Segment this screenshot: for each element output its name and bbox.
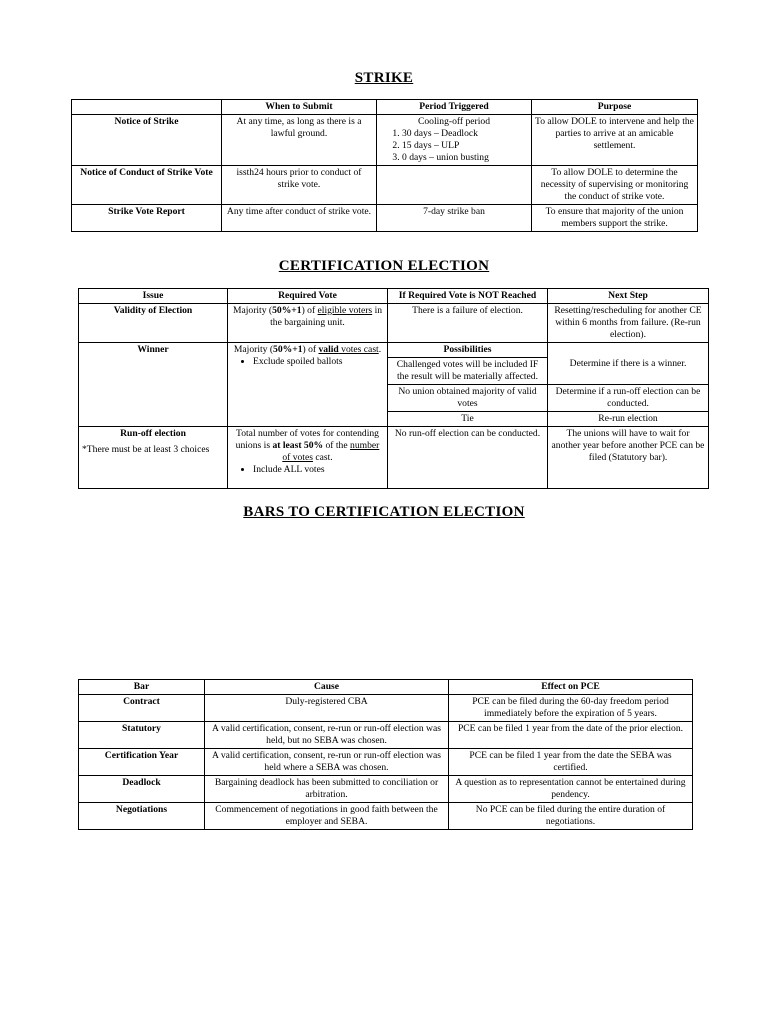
period-list xyxy=(380,128,528,164)
purpose-cell: To allow DOLE to intervene and help the parties to arrive at an amicable settlement. xyxy=(532,115,698,166)
possibility-next: Determine if there is a winner. xyxy=(548,343,709,385)
runoff-label: Run-off election xyxy=(120,428,186,439)
bar-effect: PCE can be filed during the 60-day freedom period immediately before the expiration of 5 years. xyxy=(449,695,693,722)
vote-text: ) of xyxy=(301,305,318,316)
ce-title: CERTIFICATION ELECTION xyxy=(278,258,490,274)
bar-label: Deadlock xyxy=(79,776,205,803)
bar-effect: PCE can be filed 1 year from the date of the prior election. xyxy=(449,722,693,749)
row-label: Notice of Conduct of Strike Vote xyxy=(72,166,222,205)
ce-header-vote: Required Vote xyxy=(228,289,388,304)
bar-effect: No PCE can be filed during the entire duration of negotiations. xyxy=(449,803,693,830)
possibility-case: Tie xyxy=(388,412,548,427)
table-row xyxy=(79,803,693,830)
strike-header-row xyxy=(72,100,698,115)
possibility-next: Re-run election xyxy=(548,412,709,427)
period-cell xyxy=(377,166,532,205)
bar-label: Statutory xyxy=(79,722,205,749)
bar-cause: A valid certification, consent, re-run or run-off election was held, but no SEBA was chosen. xyxy=(205,722,449,749)
winner-label: Winner xyxy=(79,343,228,427)
runoff-vote-text xyxy=(231,428,384,464)
vote-text: Majority ( xyxy=(233,344,274,355)
list-item: 1. 30 days – Deadlock xyxy=(402,128,528,140)
bars-table xyxy=(78,679,693,830)
purpose-cell: To allow DOLE to determine the necessity of supervising or monitoring the conduct of strike vote. xyxy=(532,166,698,205)
bar-cause: Commencement of negotiations in good faith between the employer and SEBA. xyxy=(205,803,449,830)
vote-underline: eligible voters xyxy=(317,305,373,316)
table-row xyxy=(79,304,709,343)
vote-underline: number of votes xyxy=(282,440,380,463)
winner-vote xyxy=(228,343,388,427)
strike-header-when: When to Submit xyxy=(222,100,377,115)
table-row xyxy=(79,343,709,358)
vote-text: Majority ( xyxy=(232,305,273,316)
bars-header-effect: Effect on PCE xyxy=(449,680,693,695)
vote-underline: votes cast xyxy=(338,344,379,355)
vote-text: Total number of votes for contending unions is xyxy=(235,428,379,451)
vote-bold: at least 50% xyxy=(272,440,324,451)
vote-text: cast. xyxy=(312,452,333,463)
period-intro: Cooling-off period xyxy=(417,116,491,127)
vote-text: ) of xyxy=(302,344,319,355)
table-row xyxy=(79,776,693,803)
runoff-vote xyxy=(228,427,388,489)
when-cell: Any time after conduct of strike vote. xyxy=(222,205,377,232)
ce-table xyxy=(78,288,709,489)
bar-effect: PCE can be filed 1 year from the date the SEBA was certified. xyxy=(449,749,693,776)
winner-vote-text xyxy=(231,344,384,356)
vote-bold: 50%+1 xyxy=(272,305,302,316)
bar-cause: A valid certification, consent, re-run or run-off election was held where a SEBA was chosen. xyxy=(205,749,449,776)
purpose-cell: To ensure that majority of the union members support the strike. xyxy=(532,205,698,232)
possibility-case: No union obtained majority of valid votes xyxy=(388,385,548,412)
strike-header-purpose: Purpose xyxy=(532,100,698,115)
runoff-bullets xyxy=(231,464,384,476)
bar-cause: Duly-registered CBA xyxy=(205,695,449,722)
vote-text: in the bargaining unit. xyxy=(270,305,383,328)
period-cell: 7-day strike ban xyxy=(377,205,532,232)
bar-label: Negotiations xyxy=(79,803,205,830)
vote-bold: 50%+1 xyxy=(273,344,303,355)
runoff-not-reached: No run-off election can be conducted. xyxy=(388,427,548,489)
table-row xyxy=(79,749,693,776)
when-cell: issth24 hours prior to conduct of strike vote. xyxy=(222,166,377,205)
period-cell xyxy=(377,115,532,166)
table-row xyxy=(79,722,693,749)
runoff-issue xyxy=(79,427,228,489)
validity-not-reached: There is a failure of election. xyxy=(388,304,548,343)
table-row xyxy=(72,115,698,166)
possibility-case: Challenged votes will be included IF the result will be materially affected. xyxy=(388,358,548,385)
validity-next: Resetting/rescheduling for another CE within 6 months from failure. (Re-run election). xyxy=(548,304,709,343)
bars-header-bar: Bar xyxy=(79,680,205,695)
strike-header-blank xyxy=(72,100,222,115)
list-item: 2. 15 days – ULP xyxy=(402,140,528,152)
vote-text: . xyxy=(378,344,382,355)
possibilities-label: Possibilities xyxy=(388,343,548,358)
strike-header-period: Period Triggered xyxy=(377,100,532,115)
bar-effect: A question as to representation cannot be entertained during pendency. xyxy=(449,776,693,803)
bar-cause: Bargaining deadlock has been submitted to conciliation or arbitration. xyxy=(205,776,449,803)
vote-bold-underline: valid xyxy=(318,344,339,355)
table-row xyxy=(79,695,693,722)
ce-header-not-reached: If Required Vote is NOT Reached xyxy=(388,289,548,304)
when-cell: At any time, as long as there is a lawful ground. xyxy=(222,115,377,166)
vote-text: of the xyxy=(323,440,351,451)
possibility-next: Determine if a run-off election can be conducted. xyxy=(548,385,709,412)
validity-vote xyxy=(228,304,388,343)
bar-label: Contract xyxy=(79,695,205,722)
bars-header-cause: Cause xyxy=(205,680,449,695)
bars-title: BARS TO CERTIFICATION ELECTION xyxy=(243,504,525,520)
strike-title: STRIKE xyxy=(354,70,414,86)
table-row xyxy=(72,205,698,232)
bar-label: Certification Year xyxy=(79,749,205,776)
list-item: • Include ALL votes xyxy=(253,464,384,476)
strike-table xyxy=(71,99,698,232)
list-item: • Exclude spoiled ballots xyxy=(253,356,384,368)
runoff-next: The unions will have to wait for another year before another PCE can be filed (Statutory bar). xyxy=(548,427,709,489)
ce-header-row xyxy=(79,289,709,304)
runoff-note: *There must be at least 3 choices xyxy=(82,444,210,455)
row-label: Notice of Strike xyxy=(72,115,222,166)
table-row xyxy=(79,427,709,489)
list-item: 3. 0 days – union busting xyxy=(402,152,528,164)
ce-header-next: Next Step xyxy=(548,289,709,304)
row-label: Strike Vote Report xyxy=(72,205,222,232)
validity-label: Validity of Election xyxy=(79,304,228,343)
table-row xyxy=(72,166,698,205)
ce-header-issue: Issue xyxy=(79,289,228,304)
bars-header-row xyxy=(79,680,693,695)
winner-bullets xyxy=(231,356,384,368)
